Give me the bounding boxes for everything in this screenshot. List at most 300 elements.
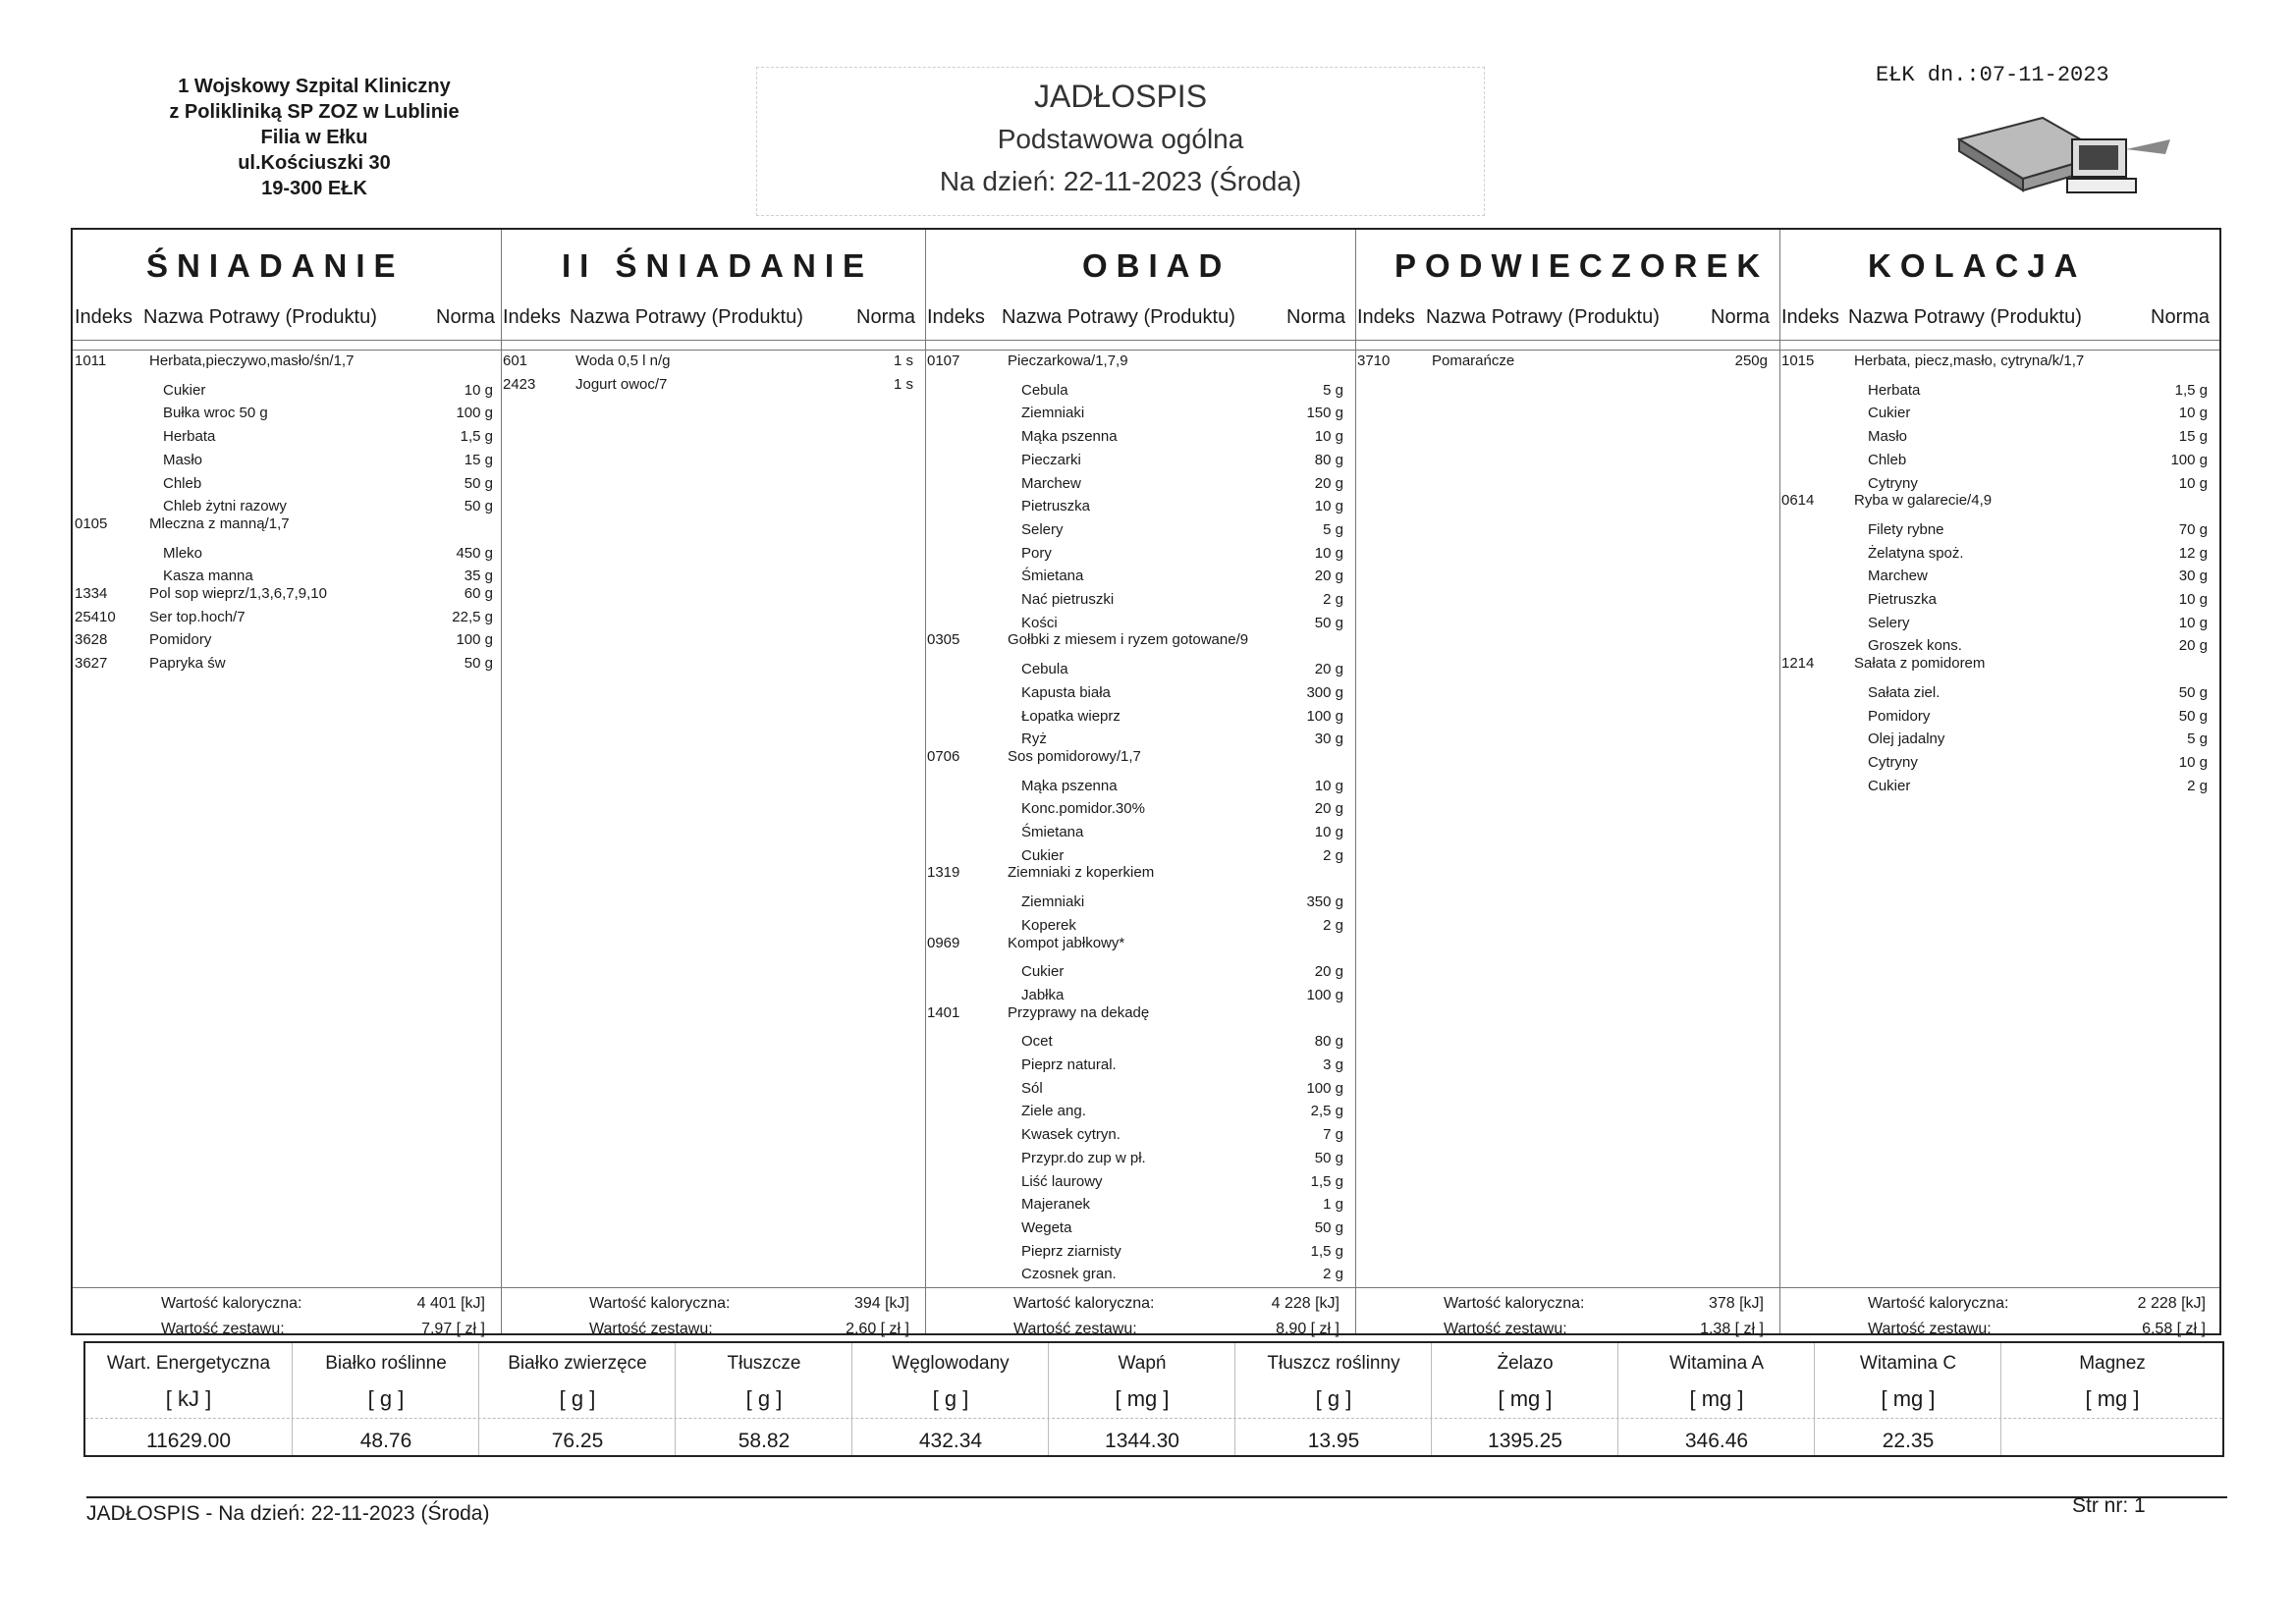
row-quantity: 50 g bbox=[2178, 707, 2208, 725]
row-dish-name: Konc.pomidor.30% bbox=[1021, 800, 1145, 818]
nutrition-cell bbox=[2000, 1343, 2223, 1455]
calorie-value: 378 [kJ] bbox=[1708, 1295, 1764, 1312]
row-dish-name: Cukier bbox=[1021, 846, 1065, 864]
menu-row bbox=[925, 495, 1355, 517]
nutrient-name: Tłuszcz roślinny bbox=[1267, 1353, 1400, 1374]
row-dish-name: Chleb bbox=[163, 474, 202, 492]
nutrient-unit: [ mg ] bbox=[1115, 1386, 1170, 1411]
row-dish-name: Przyprawy na dekadę bbox=[1008, 1003, 1150, 1021]
column-header-nazwa: Nazwa Potrawy (Produktu) bbox=[1426, 306, 1660, 328]
menu-row bbox=[925, 745, 1355, 768]
calorie-value: 394 [kJ] bbox=[853, 1295, 909, 1312]
menu-row bbox=[925, 565, 1355, 587]
row-index: 0614 bbox=[1781, 492, 1815, 510]
row-index: 1015 bbox=[1781, 352, 1815, 369]
menu-row bbox=[1779, 542, 2221, 565]
nutrient-name: Wapń bbox=[1118, 1353, 1167, 1374]
row-quantity: 350 g bbox=[1306, 893, 1343, 911]
menu-row bbox=[925, 1054, 1355, 1076]
row-dish-name: Chleb bbox=[1868, 451, 1907, 468]
menu-row bbox=[925, 1193, 1355, 1216]
row-dish-name: Kości bbox=[1021, 614, 1058, 631]
row-dish-name: Cytryny bbox=[1868, 474, 1918, 492]
menu-row bbox=[925, 1217, 1355, 1239]
row-dish-name: Łopatka wieprz bbox=[1021, 707, 1121, 725]
row-quantity: 2 g bbox=[1323, 916, 1343, 934]
row-quantity: 1,5 g bbox=[460, 428, 493, 446]
page-title: JADŁOSPIS bbox=[1033, 79, 1208, 114]
nutrient-unit: [ mg ] bbox=[1689, 1386, 1744, 1411]
column-header-nazwa: Nazwa Potrawy (Produktu) bbox=[1848, 306, 2082, 328]
row-quantity: 150 g bbox=[1306, 405, 1343, 422]
row-dish-name: Cebula bbox=[1021, 661, 1068, 678]
nutrient-value: 58.82 bbox=[738, 1430, 791, 1452]
row-dish-name: Masło bbox=[163, 451, 203, 468]
row-dish-name: Pietruszka bbox=[1021, 498, 1091, 515]
menu-row bbox=[925, 379, 1355, 402]
menu-row bbox=[73, 652, 501, 675]
nutrient-unit: [ mg ] bbox=[2085, 1386, 2140, 1411]
row-dish-name: Pory bbox=[1021, 544, 1052, 562]
nutrition-cell bbox=[1431, 1343, 1618, 1455]
row-quantity: 10 g bbox=[1314, 544, 1343, 562]
row-dish-name: Liść laurowy bbox=[1021, 1172, 1103, 1190]
menu-row bbox=[73, 402, 501, 424]
row-quantity: 70 g bbox=[2178, 520, 2208, 538]
row-dish-name: Sos pomidorowy/1,7 bbox=[1008, 747, 1141, 765]
row-index: 1401 bbox=[927, 1003, 960, 1021]
row-index: 3710 bbox=[1357, 352, 1391, 369]
column-header-norma: Norma bbox=[436, 306, 496, 328]
row-dish-name: Sałata z pomidorem bbox=[1854, 655, 1986, 673]
menu-row bbox=[73, 350, 501, 372]
row-dish-name: Olej jadalny bbox=[1868, 730, 1945, 748]
row-quantity: 50 g bbox=[1314, 614, 1343, 631]
row-dish-name: Sól bbox=[1021, 1079, 1043, 1097]
row-quantity: 250g bbox=[1734, 352, 1768, 369]
calorie-value: 4 228 [kJ] bbox=[1271, 1295, 1339, 1312]
menu-row bbox=[73, 542, 501, 565]
nutrition-rule bbox=[85, 1418, 2222, 1419]
row-dish-name: Żelatyna spoż. bbox=[1868, 544, 1964, 562]
row-dish-name: Przypr.do zup w pł. bbox=[1021, 1149, 1146, 1166]
row-index: 1011 bbox=[75, 352, 107, 369]
row-dish-name: Cukier bbox=[1868, 777, 1911, 794]
row-quantity: 10 g bbox=[2178, 753, 2208, 771]
row-dish-name: Kompot jabłkowy* bbox=[1008, 934, 1125, 951]
row-quantity: 35 g bbox=[464, 568, 493, 585]
menu-row bbox=[925, 681, 1355, 704]
row-quantity: 22,5 g bbox=[452, 608, 493, 625]
row-dish-name: Ryba w galarecie/4,9 bbox=[1854, 492, 1993, 510]
menu-row bbox=[925, 1001, 1355, 1024]
row-quantity: 50 g bbox=[2178, 683, 2208, 701]
row-dish-name: Ziemniaki z koperkiem bbox=[1008, 864, 1155, 882]
row-quantity: 5 g bbox=[1323, 520, 1343, 538]
nutrition-cell bbox=[478, 1343, 676, 1455]
cost-label: Wartość zestawu: bbox=[161, 1321, 285, 1337]
row-index: 0105 bbox=[75, 514, 108, 532]
row-quantity: 2 g bbox=[2187, 777, 2208, 794]
nutrition-cell bbox=[292, 1343, 479, 1455]
meal-heading: ŚNIADANIE bbox=[146, 247, 405, 284]
menu-row bbox=[501, 373, 925, 396]
row-quantity: 50 g bbox=[464, 474, 493, 492]
menu-row bbox=[925, 1030, 1355, 1053]
row-quantity: 10 g bbox=[1314, 498, 1343, 515]
row-quantity: 80 g bbox=[1314, 451, 1343, 468]
menu-row bbox=[1779, 728, 2221, 750]
row-dish-name: Cukier bbox=[1868, 405, 1911, 422]
row-dish-name: Koperek bbox=[1021, 916, 1076, 934]
menu-row bbox=[925, 960, 1355, 983]
cost-label: Wartość zestawu: bbox=[589, 1321, 713, 1337]
row-quantity: 50 g bbox=[1314, 1218, 1343, 1236]
menu-row bbox=[1779, 425, 2221, 448]
menu-row bbox=[925, 350, 1355, 372]
menu-row bbox=[1779, 449, 2221, 471]
book-computer-icon bbox=[1954, 110, 2180, 208]
row-dish-name: Pieczarkowa/1,7,9 bbox=[1008, 352, 1128, 369]
row-dish-name: Ryż bbox=[1021, 730, 1047, 748]
row-quantity: 15 g bbox=[2178, 428, 2208, 446]
table-rule bbox=[73, 1287, 2219, 1288]
nutrition-cell bbox=[85, 1343, 292, 1455]
row-dish-name: Papryka św bbox=[149, 655, 226, 673]
row-quantity: 20 g bbox=[1314, 661, 1343, 678]
menu-title-box bbox=[756, 67, 1485, 216]
cost-value: 1,38 [ zł ] bbox=[1700, 1321, 1764, 1337]
menu-row bbox=[73, 513, 501, 535]
row-dish-name: Gołbki z miesem i ryzem gotowane/9 bbox=[1008, 631, 1249, 649]
column-header-indeks: Indeks bbox=[1357, 306, 1415, 328]
nutrient-unit: [ g ] bbox=[745, 1386, 783, 1411]
row-quantity: 7 g bbox=[1323, 1126, 1343, 1144]
row-dish-name: Czosnek gran. bbox=[1021, 1266, 1117, 1283]
menu-row bbox=[925, 705, 1355, 728]
row-dish-name: Mąka pszenna bbox=[1021, 428, 1118, 446]
nutrition-cell bbox=[1814, 1343, 2001, 1455]
row-quantity: 1,5 g bbox=[1310, 1172, 1343, 1190]
menu-row bbox=[925, 1263, 1355, 1285]
cost-value: 6,58 [ zł ] bbox=[2142, 1321, 2206, 1337]
row-index: 1319 bbox=[927, 864, 960, 882]
row-quantity: 10 g bbox=[2178, 474, 2208, 492]
row-quantity: 100 g bbox=[1306, 986, 1343, 1003]
nutrient-name: Wart. Energetyczna bbox=[106, 1353, 271, 1374]
column-header-norma: Norma bbox=[2151, 306, 2211, 328]
row-quantity: 20 g bbox=[1314, 800, 1343, 818]
nutrient-value: 11629.00 bbox=[145, 1430, 232, 1452]
row-index: 0305 bbox=[927, 631, 960, 649]
menu-row bbox=[925, 449, 1355, 471]
row-quantity: 20 g bbox=[1314, 474, 1343, 492]
row-quantity: 1 g bbox=[1323, 1196, 1343, 1214]
menu-row bbox=[1779, 489, 2221, 512]
row-quantity: 1,5 g bbox=[2174, 381, 2208, 399]
row-dish-name: Bułka wroc 50 g bbox=[163, 405, 268, 422]
row-index: 25410 bbox=[75, 608, 116, 625]
row-dish-name: Ocet bbox=[1021, 1033, 1053, 1051]
row-dish-name: Selery bbox=[1868, 614, 1910, 631]
row-quantity: 10 g bbox=[2178, 405, 2208, 422]
row-index: 0969 bbox=[927, 934, 960, 951]
row-quantity: 300 g bbox=[1306, 683, 1343, 701]
row-dish-name: Marchew bbox=[1021, 474, 1081, 492]
row-index: 1334 bbox=[75, 585, 108, 602]
column-header-norma: Norma bbox=[1286, 306, 1346, 328]
row-dish-name: Cukier bbox=[1021, 963, 1065, 981]
nutrient-value: 76.25 bbox=[551, 1430, 604, 1452]
menu-row bbox=[501, 350, 925, 372]
menu-row bbox=[925, 821, 1355, 843]
row-dish-name: Pomarańcze bbox=[1432, 352, 1515, 369]
row-dish-name: Ziemniaki bbox=[1021, 893, 1085, 911]
row-dish-name: Pomidory bbox=[1868, 707, 1931, 725]
nutrient-value: 22.35 bbox=[1882, 1430, 1935, 1452]
calorie-label: Wartość kaloryczna: bbox=[1868, 1295, 2009, 1312]
row-quantity: 12 g bbox=[2178, 544, 2208, 562]
menu-row bbox=[1779, 518, 2221, 541]
row-dish-name: Pol sop wieprz/1,3,6,7,9,10 bbox=[149, 585, 327, 602]
nutrient-name: Witamina A bbox=[1668, 1353, 1765, 1374]
menu-row bbox=[925, 1147, 1355, 1169]
row-dish-name: Śmietana bbox=[1021, 824, 1084, 840]
menu-row bbox=[925, 891, 1355, 913]
menu-row bbox=[73, 606, 501, 628]
nutrient-value: 48.76 bbox=[359, 1430, 412, 1452]
menu-row bbox=[925, 932, 1355, 954]
menu-row bbox=[1779, 612, 2221, 634]
menu-row bbox=[925, 1100, 1355, 1122]
row-dish-name: Wegeta bbox=[1021, 1218, 1072, 1236]
menu-row bbox=[925, 1240, 1355, 1263]
row-index: 0706 bbox=[927, 747, 960, 765]
row-dish-name: Herbata bbox=[1868, 381, 1921, 399]
column-header-indeks: Indeks bbox=[1781, 306, 1839, 328]
nutrition-cell bbox=[851, 1343, 1049, 1455]
row-dish-name: Mleko bbox=[163, 544, 203, 562]
menu-row bbox=[73, 628, 501, 651]
section-divider bbox=[1355, 230, 1356, 1333]
cost-label: Wartość zestawu: bbox=[1444, 1321, 1567, 1337]
row-dish-name: Cukier bbox=[163, 381, 206, 399]
row-dish-name: Nać pietruszki bbox=[1021, 591, 1115, 608]
nutrient-unit: [ mg ] bbox=[1498, 1386, 1553, 1411]
menu-row bbox=[1779, 652, 2221, 675]
hospital-street: ul.Kościuszki 30 bbox=[238, 152, 391, 174]
row-dish-name: Herbata,pieczywo,masło/śn/1,7 bbox=[149, 352, 355, 369]
menu-row bbox=[1779, 350, 2221, 372]
column-header-indeks: Indeks bbox=[75, 306, 133, 328]
row-index: 1214 bbox=[1781, 655, 1815, 673]
menu-row bbox=[925, 797, 1355, 820]
menu-row bbox=[925, 518, 1355, 541]
nutrition-cell bbox=[675, 1343, 852, 1455]
row-quantity: 1 s bbox=[893, 375, 913, 393]
row-quantity: 50 g bbox=[464, 655, 493, 673]
nutrient-value: 1395.25 bbox=[1488, 1430, 1562, 1452]
row-dish-name: Cytryny bbox=[1868, 753, 1918, 771]
row-quantity: 100 g bbox=[1306, 707, 1343, 725]
meal-heading: KOLACJA bbox=[1868, 247, 2087, 284]
row-dish-name: Kwasek cytryn. bbox=[1021, 1126, 1121, 1144]
row-quantity: 20 g bbox=[1314, 568, 1343, 585]
menu-row bbox=[925, 775, 1355, 797]
menu-row bbox=[925, 472, 1355, 495]
column-header-indeks: Indeks bbox=[927, 306, 985, 328]
row-quantity: 100 g bbox=[456, 631, 493, 649]
row-quantity: 10 g bbox=[1314, 428, 1343, 446]
row-quantity: 2 g bbox=[1323, 846, 1343, 864]
row-quantity: 1 s bbox=[893, 352, 913, 369]
nutrient-name: Żelazo bbox=[1497, 1353, 1554, 1374]
row-index: 601 bbox=[503, 352, 528, 369]
row-quantity: 60 g bbox=[464, 585, 493, 602]
menu-row bbox=[925, 658, 1355, 680]
row-quantity: 450 g bbox=[456, 544, 493, 562]
menu-row bbox=[73, 449, 501, 471]
menu-row bbox=[1779, 588, 2221, 611]
row-quantity: 100 g bbox=[2170, 451, 2208, 468]
row-dish-name: Sałata ziel. bbox=[1868, 683, 1941, 701]
menu-row bbox=[1779, 775, 2221, 797]
hospital-name: 1 Wojskowy Szpital Kliniczny bbox=[178, 76, 451, 97]
nutrient-unit: [ mg ] bbox=[1881, 1386, 1936, 1411]
row-dish-name: Filety rybne bbox=[1868, 520, 1944, 538]
row-dish-name: Chleb żytni razowy bbox=[163, 498, 287, 515]
row-quantity: 30 g bbox=[2178, 568, 2208, 585]
menu-row bbox=[925, 628, 1355, 651]
column-header-nazwa: Nazwa Potrawy (Produktu) bbox=[570, 306, 803, 328]
row-quantity: 2 g bbox=[1323, 1266, 1343, 1283]
row-dish-name: Ser top.hoch/7 bbox=[149, 608, 246, 625]
nutrient-name: Białko zwierzęce bbox=[508, 1353, 647, 1374]
row-dish-name: Majeranek bbox=[1021, 1196, 1091, 1214]
calorie-value: 2 228 [kJ] bbox=[2137, 1295, 2206, 1312]
cost-label: Wartość zestawu: bbox=[1013, 1321, 1137, 1337]
hospital-address bbox=[128, 74, 501, 201]
menu-row bbox=[1779, 565, 2221, 587]
menu-date: Na dzień: 22-11-2023 (Środa) bbox=[939, 166, 1302, 196]
nutrition-cell bbox=[1234, 1343, 1432, 1455]
row-quantity: 10 g bbox=[1314, 777, 1343, 794]
nutrient-unit: [ g ] bbox=[1315, 1386, 1352, 1411]
row-quantity: 2 g bbox=[1323, 591, 1343, 608]
row-quantity: 80 g bbox=[1314, 1033, 1343, 1051]
nutrient-value: 1344.30 bbox=[1105, 1430, 1179, 1452]
column-header-indeks: Indeks bbox=[503, 306, 561, 328]
row-dish-name: Masło bbox=[1868, 428, 1908, 446]
menu-row bbox=[925, 588, 1355, 611]
diet-name: Podstawowa ogólna bbox=[997, 124, 1244, 154]
menu-row bbox=[925, 542, 1355, 565]
row-dish-name: Groszek kons. bbox=[1868, 637, 1962, 655]
meal-heading: OBIAD bbox=[1082, 247, 1231, 284]
menu-row bbox=[925, 1123, 1355, 1146]
row-quantity: 100 g bbox=[456, 405, 493, 422]
menu-row bbox=[925, 402, 1355, 424]
footer-divider bbox=[86, 1496, 2227, 1498]
column-header-nazwa: Nazwa Potrawy (Produktu) bbox=[143, 306, 377, 328]
row-dish-name: Pieprz natural. bbox=[1021, 1056, 1117, 1073]
row-quantity: 10 g bbox=[464, 381, 493, 399]
menu-row bbox=[925, 861, 1355, 884]
footer-title: JADŁOSPIS - Na dzień: 22-11-2023 (Środa) bbox=[86, 1502, 490, 1525]
menu-row bbox=[925, 1170, 1355, 1193]
row-dish-name: Marchew bbox=[1868, 568, 1928, 585]
page-number: Str nr: 1 bbox=[2072, 1494, 2146, 1517]
cost-value: 7,97 [ zł ] bbox=[421, 1321, 485, 1337]
meal-heading: PODWIECZOREK bbox=[1394, 247, 1770, 284]
calorie-label: Wartość kaloryczna: bbox=[1013, 1295, 1155, 1312]
nutrient-name: Białko roślinne bbox=[325, 1353, 447, 1374]
row-dish-name: Jabłka bbox=[1021, 986, 1065, 1003]
calorie-label: Wartość kaloryczna: bbox=[589, 1295, 731, 1312]
row-quantity: 20 g bbox=[2178, 637, 2208, 655]
row-index: 2423 bbox=[503, 375, 536, 393]
calorie-value: 4 401 [kJ] bbox=[416, 1295, 485, 1312]
row-dish-name: Herbata bbox=[163, 428, 216, 446]
calorie-label: Wartość kaloryczna: bbox=[161, 1295, 302, 1312]
menu-row bbox=[73, 425, 501, 448]
menu-row bbox=[73, 472, 501, 495]
cost-value: 2,60 [ zł ] bbox=[846, 1321, 909, 1337]
row-quantity: 10 g bbox=[1314, 824, 1343, 840]
nutrient-name: Witamina C bbox=[1859, 1353, 1957, 1374]
row-quantity: 15 g bbox=[464, 451, 493, 468]
row-quantity: 20 g bbox=[1314, 963, 1343, 981]
meal-heading: II ŚNIADANIE bbox=[562, 247, 874, 284]
row-quantity: 2,5 g bbox=[1310, 1103, 1343, 1120]
nutrient-unit: [ kJ ] bbox=[165, 1386, 212, 1411]
menu-row bbox=[73, 379, 501, 402]
nutrition-table bbox=[83, 1341, 2224, 1457]
nutrition-cell bbox=[1617, 1343, 1815, 1455]
row-dish-name: Woda 0,5 l n/g bbox=[575, 352, 671, 369]
menu-row bbox=[1779, 751, 2221, 774]
nutrient-unit: [ g ] bbox=[367, 1386, 405, 1411]
cost-value: 8,90 [ zł ] bbox=[1276, 1321, 1339, 1337]
column-header-nazwa: Nazwa Potrawy (Produktu) bbox=[1002, 306, 1235, 328]
menu-row bbox=[73, 582, 501, 605]
menu-row bbox=[925, 1077, 1355, 1100]
row-dish-name: Ziemniaki bbox=[1021, 405, 1085, 422]
row-quantity: 5 g bbox=[2187, 730, 2208, 748]
row-index: 3628 bbox=[75, 631, 108, 649]
menu-row bbox=[1779, 705, 2221, 728]
row-dish-name: Jogurt owoc/7 bbox=[575, 375, 668, 393]
menu-row bbox=[925, 425, 1355, 448]
nutrient-name: Magnez bbox=[2079, 1353, 2146, 1374]
column-header-norma: Norma bbox=[856, 306, 916, 328]
row-index: 0107 bbox=[927, 352, 960, 369]
calorie-label: Wartość kaloryczna: bbox=[1444, 1295, 1585, 1312]
row-index: 3627 bbox=[75, 655, 108, 673]
print-date: EŁK dn.:07-11-2023 bbox=[1876, 63, 2109, 87]
row-quantity: 10 g bbox=[2178, 614, 2208, 631]
row-quantity: 1,5 g bbox=[1310, 1242, 1343, 1260]
row-quantity: 10 g bbox=[2178, 591, 2208, 608]
row-dish-name: Ziele ang. bbox=[1021, 1103, 1086, 1120]
hospital-affiliation: z Polikliniką SP ZOZ w Lublinie bbox=[169, 101, 460, 123]
row-dish-name: Pieprz ziarnisty bbox=[1021, 1242, 1121, 1260]
row-quantity: 30 g bbox=[1314, 730, 1343, 748]
menu-row bbox=[1779, 379, 2221, 402]
menu-row bbox=[1355, 350, 1779, 372]
row-quantity: 3 g bbox=[1323, 1056, 1343, 1073]
nutrient-name: Tłuszcze bbox=[727, 1353, 801, 1374]
